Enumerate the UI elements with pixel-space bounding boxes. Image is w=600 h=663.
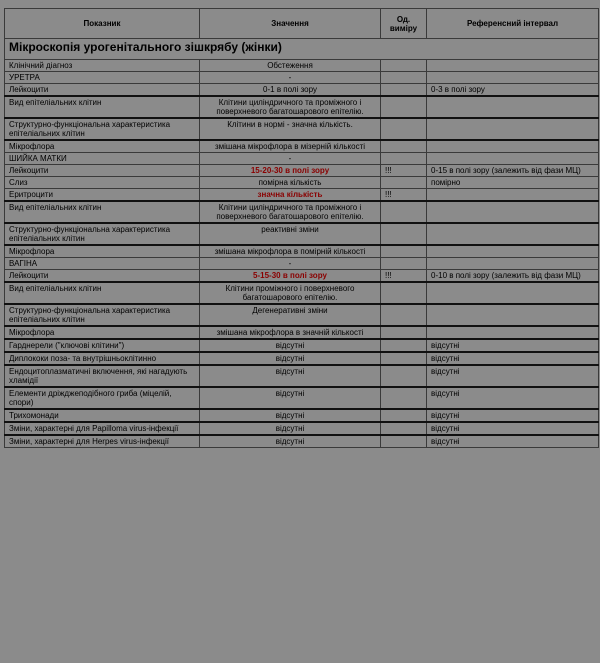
header-unit: Од. виміру: [381, 9, 427, 39]
header-reference: Референсний інтервал: [427, 9, 599, 39]
flag-cell: [381, 201, 427, 223]
table-row: [5, 258, 599, 270]
reference-cell: [427, 245, 599, 258]
value-cell: реактивні зміни: [200, 223, 381, 245]
table-row: [5, 387, 599, 409]
flag-cell: [381, 258, 427, 270]
table-row: [5, 177, 599, 189]
table-row: [5, 365, 599, 387]
reference-cell: 0-3 в полі зору: [427, 84, 599, 97]
header-value: Значення: [200, 9, 381, 39]
value-cell: -: [200, 72, 381, 84]
table-row: [5, 304, 599, 326]
table-row: [5, 72, 599, 84]
section-title-row: [5, 39, 599, 60]
reference-cell: помірно: [427, 177, 599, 189]
flag-cell: [381, 282, 427, 304]
reference-cell: [427, 72, 599, 84]
indicator-cell: Трихомонади: [5, 409, 200, 422]
value-cell: помірна кількість: [200, 177, 381, 189]
abnormal-value: значна кількість: [257, 190, 323, 199]
reference-cell: [427, 223, 599, 245]
reference-cell: 0-10 в полі зору (залежить від фази МЦ): [427, 270, 599, 283]
indicator-cell: УРЕТРА: [5, 72, 200, 84]
table-row: [5, 153, 599, 165]
flag-cell: !!!: [381, 270, 427, 283]
table-row: [5, 223, 599, 245]
value-cell: [200, 270, 381, 283]
reference-cell: [427, 153, 599, 165]
indicator-cell: Зміни, характерні для Herpes virus-інфекції: [5, 435, 200, 448]
reference-cell: 0-15 в полі зору (залежить від фази МЦ): [427, 165, 599, 177]
table-row: [5, 339, 599, 352]
value-cell: Клітини в нормі - значна кількість.: [200, 118, 381, 140]
reference-cell: відсутні: [427, 422, 599, 435]
table-header-row: [5, 9, 599, 39]
flag-cell: [381, 326, 427, 339]
flag-cell: [381, 245, 427, 258]
indicator-cell: Лейкоцити: [5, 165, 200, 177]
value-cell: [200, 165, 381, 177]
table-row: [5, 282, 599, 304]
value-cell: відсутні: [200, 435, 381, 448]
abnormal-value: 5-15-30 в полі зору: [253, 271, 327, 280]
table-row: [5, 409, 599, 422]
indicator-cell: Мікрофлора: [5, 245, 200, 258]
indicator-cell: Вид епітеліальних клітин: [5, 282, 200, 304]
reference-cell: [427, 326, 599, 339]
indicator-cell: Структурно-функціональна характеристика епітеліальних клітин: [5, 304, 200, 326]
value-cell: Клітини проміжного і поверхневого багатошарового епітелію.: [200, 282, 381, 304]
reference-cell: [427, 96, 599, 118]
value-cell: Клітини циліндричного та проміжного і поверхневого багатошарового епітелію.: [200, 96, 381, 118]
flag-cell: [381, 339, 427, 352]
value-cell: Дегенеративні зміни: [200, 304, 381, 326]
flag-cell: [381, 84, 427, 97]
flag-cell: [381, 387, 427, 409]
indicator-cell: ШИЙКА МАТКИ: [5, 153, 200, 165]
flag-cell: [381, 118, 427, 140]
table-row: [5, 352, 599, 365]
reference-cell: [427, 118, 599, 140]
flag-cell: [381, 365, 427, 387]
flag-cell: !!!: [381, 189, 427, 202]
flag-cell: [381, 140, 427, 153]
value-cell: -: [200, 153, 381, 165]
value-cell: Клітини циліндричного та проміжного і поверхневого багатошарового епітелію.: [200, 201, 381, 223]
flag-cell: [381, 409, 427, 422]
value-cell: змішана мікрофлора в значній кількості: [200, 326, 381, 339]
table-row: [5, 60, 599, 72]
indicator-cell: Структурно-функціональна характеристика епітеліальних клітин: [5, 118, 200, 140]
table-row: [5, 270, 599, 283]
reference-cell: [427, 201, 599, 223]
value-cell: Обстеження: [200, 60, 381, 72]
indicator-cell: Структурно-функціональна характеристика епітеліальних клітин: [5, 223, 200, 245]
table-row: [5, 140, 599, 153]
flag-cell: [381, 422, 427, 435]
section-title: Мікроскопія урогенітального зішкрябу (жінки): [5, 39, 599, 60]
reference-cell: відсутні: [427, 339, 599, 352]
table-row: [5, 189, 599, 202]
table-row: [5, 422, 599, 435]
indicator-cell: Лейкоцити: [5, 84, 200, 97]
indicator-cell: Вид епітеліальних клітин: [5, 96, 200, 118]
flag-cell: [381, 153, 427, 165]
indicator-cell: Гарднерели ("ключові клітини"): [5, 339, 200, 352]
indicator-cell: Елементи дріжджеподібного гриба (міцелій, спори): [5, 387, 200, 409]
indicator-cell: Мікрофлора: [5, 140, 200, 153]
reference-cell: відсутні: [427, 435, 599, 448]
indicator-cell: Мікрофлора: [5, 326, 200, 339]
table-row: [5, 201, 599, 223]
value-cell: змішана мікрофлора в мізерній кількості: [200, 140, 381, 153]
value-cell: відсутні: [200, 365, 381, 387]
flag-cell: [381, 223, 427, 245]
flag-cell: [381, 72, 427, 84]
table-row: [5, 84, 599, 97]
indicator-cell: Еритроцити: [5, 189, 200, 202]
indicator-cell: Зміни, характерні для Papilloma virus-інфекції: [5, 422, 200, 435]
indicator-cell: Лейкоцити: [5, 270, 200, 283]
table-row: [5, 118, 599, 140]
flag-cell: [381, 352, 427, 365]
value-cell: -: [200, 258, 381, 270]
indicator-cell: ВАГІНА: [5, 258, 200, 270]
flag-cell: [381, 435, 427, 448]
reference-cell: [427, 258, 599, 270]
table-row: [5, 245, 599, 258]
indicator-cell: Слиз: [5, 177, 200, 189]
reference-cell: відсутні: [427, 409, 599, 422]
flag-cell: [381, 96, 427, 118]
value-cell: 0-1 в полі зору: [200, 84, 381, 97]
flag-cell: !!!: [381, 165, 427, 177]
reference-cell: [427, 140, 599, 153]
value-cell: відсутні: [200, 422, 381, 435]
table-row: [5, 435, 599, 448]
reference-cell: [427, 282, 599, 304]
table-row: [5, 326, 599, 339]
indicator-cell: Вид епітеліальних клітин: [5, 201, 200, 223]
reference-cell: відсутні: [427, 365, 599, 387]
value-cell: відсутні: [200, 352, 381, 365]
flag-cell: [381, 177, 427, 189]
value-cell: змішана мікрофлора в помірній кількості: [200, 245, 381, 258]
indicator-cell: Ендоцитоплазматичні включення, які нагадують хламідії: [5, 365, 200, 387]
flag-cell: [381, 304, 427, 326]
reference-cell: відсутні: [427, 352, 599, 365]
reference-cell: відсутні: [427, 387, 599, 409]
abnormal-value: 15-20-30 в полі зору: [250, 166, 330, 175]
value-cell: відсутні: [200, 339, 381, 352]
value-cell: відсутні: [200, 387, 381, 409]
header-indicator: Показник: [5, 9, 200, 39]
value-cell: відсутні: [200, 409, 381, 422]
table-row: [5, 165, 599, 177]
value-cell: [200, 189, 381, 202]
flag-cell: [381, 60, 427, 72]
lab-results-table: [4, 8, 599, 448]
reference-cell: [427, 189, 599, 202]
indicator-cell: Клінічний діагноз: [5, 60, 200, 72]
reference-cell: [427, 304, 599, 326]
indicator-cell: Диплококи поза- та внутрішньоклітинно: [5, 352, 200, 365]
reference-cell: [427, 60, 599, 72]
table-row: [5, 96, 599, 118]
